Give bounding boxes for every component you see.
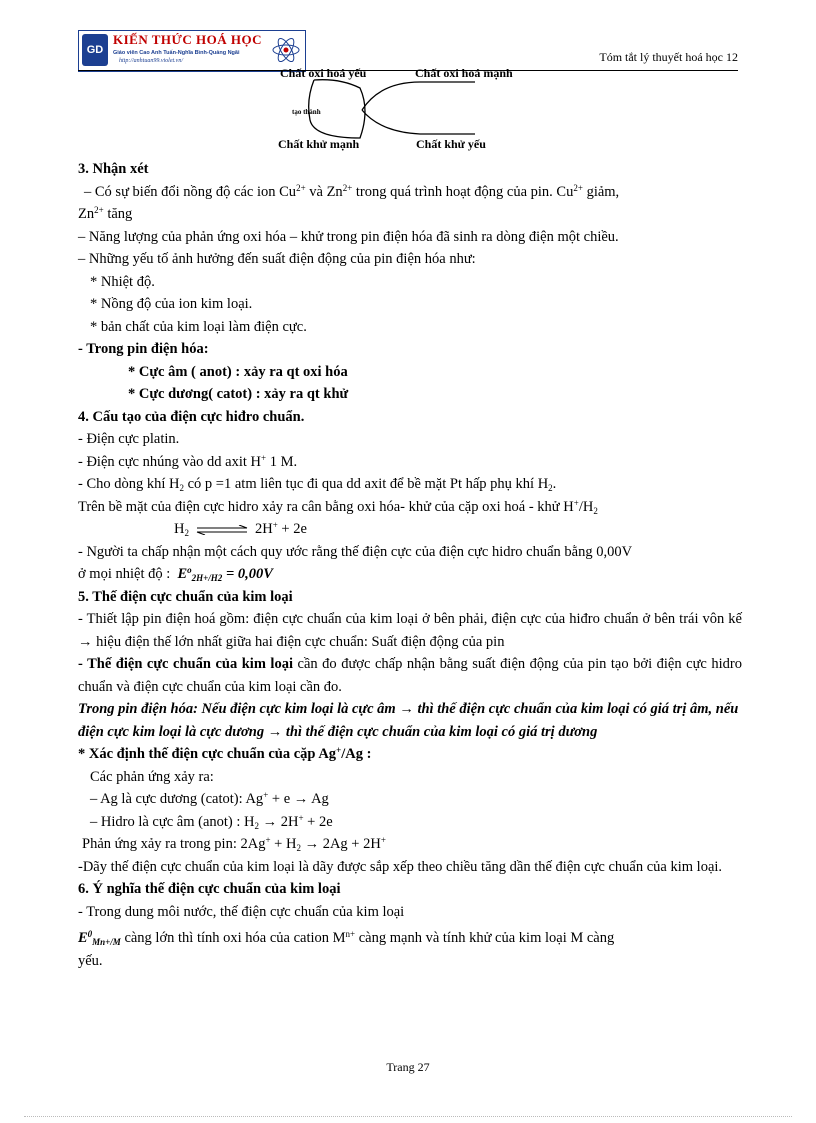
- page-content: [78, 158, 742, 972]
- s3-anot: * Cực âm ( anot) : xảy ra qt oxi hóa: [128, 363, 348, 380]
- hydrogen-standard-formula: $E^o_{2H+/H2} = 0,00V$: [177, 565, 273, 583]
- section-4-heading: 4. Cấu tạo của điện cực hiđro chuẩn.: [78, 408, 305, 425]
- page-bottom-divider: [24, 1115, 792, 1117]
- s5-reaction-catot: – Ag là cực dương (catot): Ag+ + e → Ag: [90, 790, 329, 807]
- s5-reaction-anot: – Hidro là cực âm (anot) : $H_2 \to 2H^+ + 2e$: [90, 812, 333, 831]
- s6-line-2: $E^0_{Mn+/M}$ càng lớn thì tính oxi hóa của cation $M^{n+}$ càng mạnh và tính khử của kim loại M càng: [78, 929, 615, 947]
- logo-url: http://anhtuan99.violet.vn/: [119, 58, 183, 64]
- s3-line-3: – Năng lượng của phản ứng oxi hóa – khử trong pin điện hóa đã sinh ra dòng điện một chiều.: [78, 228, 619, 245]
- s5-para-1: - Thiết lập pin điện hoá gồm: điện cực chuẩn của kim loại ở bên phải, điện cực của hiđro chuẩn ở bên trái vôn kế → hiệu điện thế lớn nhất giữa hai điện cực chuẩn: Suất điện động của pin: [78, 611, 742, 650]
- s3-line-1: – Có sự biến đổi nồng độ các ion $Cu^{2+}$ và $Zn^{2+}$ trong quá trình hoạt động của pin. $Cu^{2+}$ giảm,: [84, 182, 620, 200]
- diagram-bottom-left: Chất khử mạnh: [278, 137, 360, 151]
- s5-ag-heading: * Xác định thế điện cực chuẩn của cặp Ag+/Ag :: [78, 745, 372, 762]
- s5-reaction-pin: Phản ứng xảy ra trong pin: $2Ag^+ + H_2 \to 2Ag + 2H^+$: [82, 835, 386, 853]
- s4-line-2: - Điện cực nhúng vào dd axit H+ 1 M.: [78, 452, 298, 470]
- diagram-top-left: Chất oxi hoá yếu: [280, 66, 367, 80]
- s6-line-3: yếu.: [78, 952, 103, 969]
- s5-para-4: -Dãy thế điện cực chuẩn của kim loại là dãy được sắp xếp theo chiều tăng dần thế điện cực chuẩn của kim loại.: [78, 858, 723, 875]
- section-3-heading: 3. Nhận xét: [78, 161, 149, 177]
- s3-factor-2: * Nồng độ của ion kim loại.: [90, 296, 253, 312]
- redox-diagram: [270, 60, 520, 160]
- s4-line-6: ở mọi nhiệt độ : $E^o_{2H+/H2} = 0,00V$: [78, 565, 273, 583]
- s3-catot: * Cực dương( catot) : xảy ra qt khử: [128, 386, 349, 402]
- diagram-bottom-right: Chất khử yếu: [416, 137, 486, 151]
- doc-title: Tóm tắt lý thuyết hoá học 12: [599, 50, 738, 64]
- s4-line-3: - Cho dòng khí $H_2$ có p =1 atm liên tục đi qua dd axit để bề mặt Pt hấp phụ khí $H_2$.: [78, 476, 557, 493]
- page-number: Trang 27: [386, 1060, 430, 1074]
- s3-line-4: – Những yếu tố ảnh hưởng đến suất điện động của pin điện hóa như:: [78, 251, 476, 267]
- s4-line-4: Trên bề mặt của điện cực hidro xảy ra cân bằng oxi hóa- khử của cặp oxi hoá - khử $H^+/H_2$: [78, 497, 598, 516]
- s6-line-1: - Trong dung môi nước, thế điện cực chuẩn của kim loại: [78, 903, 405, 920]
- section-5-heading: 5. Thế điện cực chuẩn của kim loại: [78, 588, 293, 605]
- s3-line-2: $Zn^{2+}$ tăng: [78, 205, 133, 222]
- equilibrium-arrow-icon: [195, 525, 249, 535]
- s4-line-5: - Người ta chấp nhận một cách quy ước rằng thế điện cực của điện cực hidro chuẩn bằng 0,00V: [78, 543, 633, 560]
- s5-para-3: Trong pin điện hóa: Nếu điện cực kim loại là cực âm → thì thế điện cực chuẩn của kim loại có giá trị âm, nếu điện cực kim loại là cực dương → thì thế điện cực chuẩn của kim loại có giá trị dương: [78, 701, 739, 740]
- diagram-top-right: Chất oxi hoá mạnh: [415, 66, 513, 80]
- s3-factor-1: * Nhiệt độ.: [90, 273, 155, 290]
- diagram-middle: tạo thành: [292, 108, 321, 116]
- logo-mark: GD: [82, 34, 108, 66]
- section-6-heading: 6. Ý nghĩa thế điện cực chuẩn của kim loại: [78, 881, 341, 897]
- s3-pin-heading: - Trong pin điện hóa:: [78, 341, 209, 357]
- metal-standard-formula: $E^0_{Mn+/M}$: [78, 929, 121, 947]
- s5-reactions-intro: Các phản ứng xảy ra:: [90, 768, 214, 785]
- s4-line-1: - Điện cực platin.: [78, 431, 180, 447]
- logo-subtitle: Giáo viên Cao Anh Tuấn-Nghĩa Bình-Quảng Ngãi: [113, 50, 240, 56]
- s4-equilibrium: $H_2$ 2H+ + 2e: [174, 520, 307, 538]
- logo-title: KIẾN THỨC HOÁ HỌC: [113, 32, 262, 47]
- s5-para-2: - Thế điện cực chuẩn của kim loại cần đo được chấp nhận bằng suất điện động của pin tạo bởi điện cực hidro chuẩn và điện cực chuẩn của kim loại cần đo.: [78, 656, 742, 695]
- s3-factor-3: * bản chất của kim loại làm điện cực.: [90, 318, 307, 335]
